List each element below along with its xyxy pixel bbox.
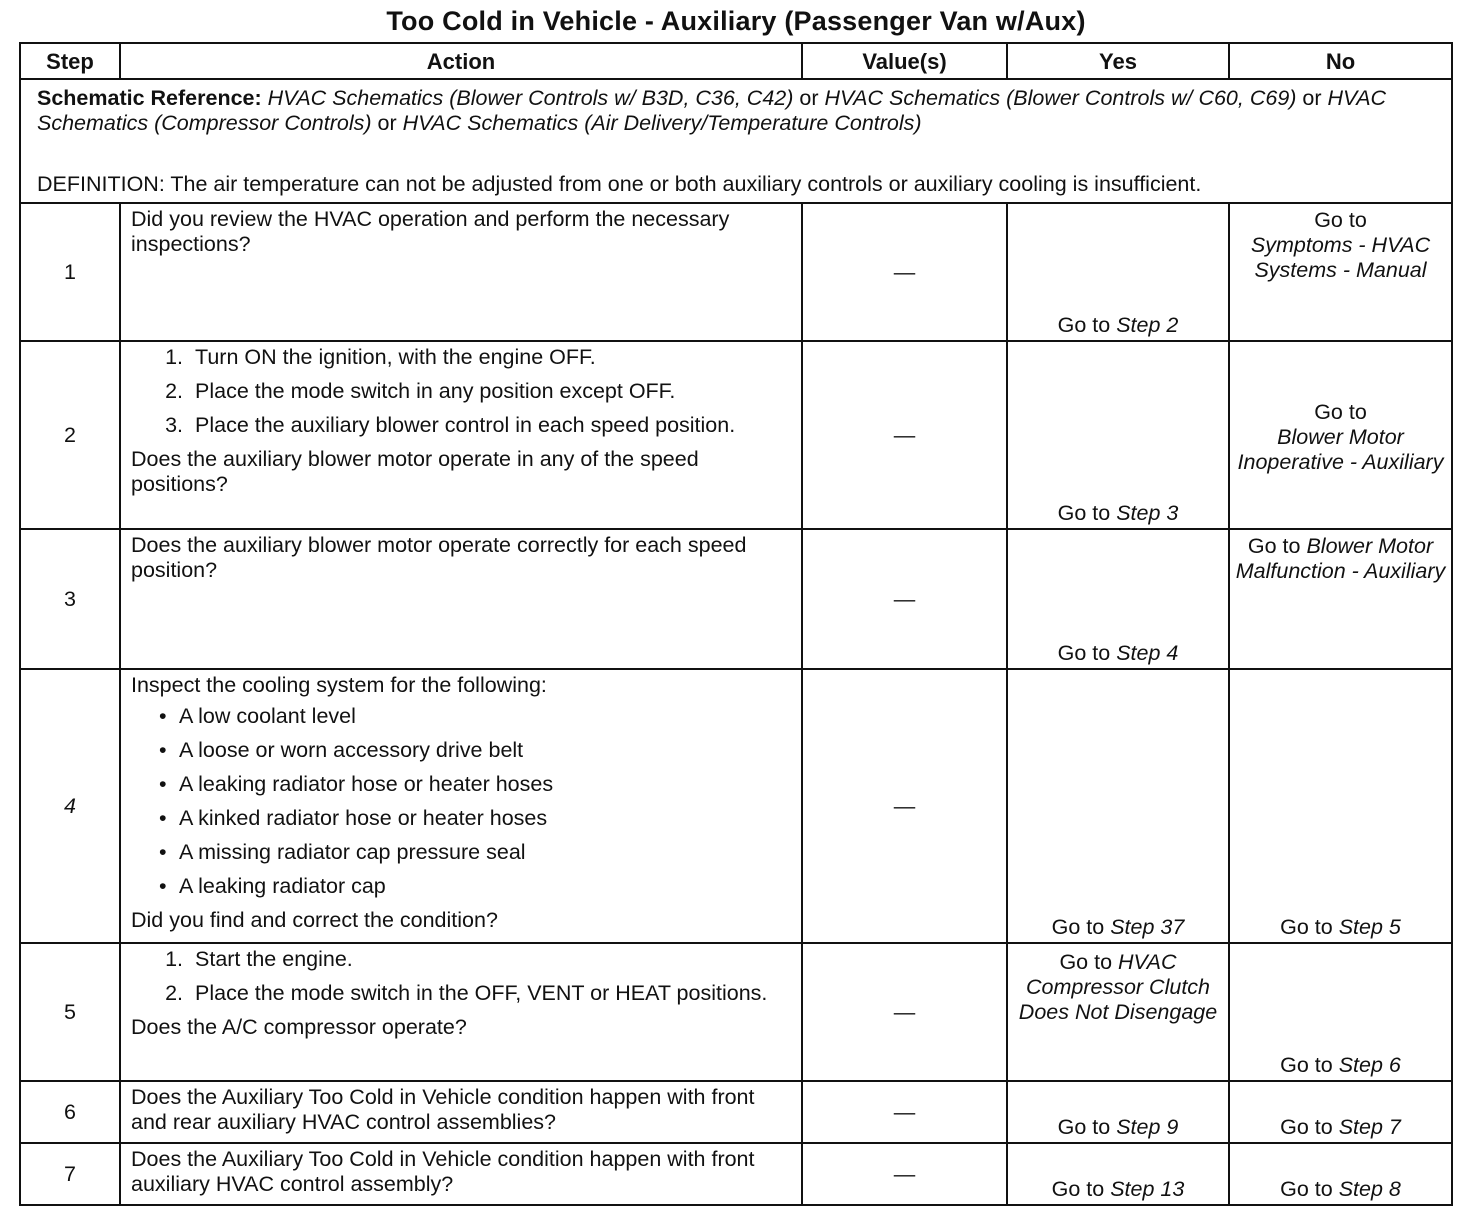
no-prefix: Go to (1280, 915, 1339, 939)
yes-link[interactable]: Step 37 (1110, 915, 1185, 939)
action-cell (120, 203, 802, 341)
step-number (20, 669, 120, 943)
no-cell (1229, 669, 1452, 943)
header-yes: Yes (1007, 43, 1229, 79)
yes-link[interactable]: Step 4 (1116, 641, 1179, 665)
step-list-item: 3. Place the auxiliary blower control in each speed position. (189, 413, 791, 438)
yes-cell (1007, 341, 1229, 529)
yes-link[interactable]: Step 2 (1116, 313, 1179, 337)
header-no: No (1229, 43, 1452, 79)
schematic-ref-3[interactable]: HVAC Schematics (Compressor Controls) (37, 86, 1387, 135)
value-cell: — (802, 203, 1007, 341)
no-prefix: Go to (1314, 399, 1367, 424)
step-row (20, 1143, 1452, 1205)
step-question: Did you find and correct the condition? (131, 908, 498, 932)
step-row (20, 943, 1452, 1081)
schematic-ref-1[interactable]: HVAC Schematics (Blower Controls w/ B3D, C36, C42) (267, 86, 794, 110)
yes-prefix: Go to (1051, 1177, 1111, 1201)
step-list-item: 1. Start the engine. (189, 947, 791, 972)
yes-prefix: Go to (1059, 950, 1118, 974)
schematic-row (20, 79, 1452, 203)
header-action: Action (120, 43, 802, 79)
value-cell: — (802, 529, 1007, 669)
no-prefix: Go to (1247, 534, 1307, 558)
no-prefix: Go to (1280, 1053, 1339, 1077)
header-row (20, 43, 1452, 79)
header-step: Step (20, 43, 120, 79)
or-text: or (371, 111, 403, 135)
yes-prefix: Go to (1057, 1115, 1117, 1139)
bullet-list (131, 704, 791, 899)
value-cell: — (802, 943, 1007, 1081)
no-link[interactable]: Step 7 (1338, 1115, 1401, 1139)
bullet-item: • A loose or worn accessory drive belt (179, 738, 791, 763)
bullet-item: • A low coolant level (179, 704, 791, 729)
or-text: or (793, 86, 825, 110)
step-question: Does the Auxiliary Too Cold in Vehicle condition happen with front and rear auxiliary HVAC control assemblies? (131, 1085, 755, 1134)
action-cell (120, 1143, 802, 1205)
yes-cell (1007, 203, 1229, 341)
yes-link[interactable]: HVAC Compressor Clutch Does Not Disengage (1018, 950, 1218, 1024)
step-number: 6 (20, 1081, 120, 1143)
action-cell (120, 943, 802, 1081)
step-question: Does the A/C compressor operate? (131, 1015, 467, 1039)
schematic-reference (37, 86, 1437, 136)
yes-prefix: Go to (1051, 915, 1111, 939)
no-cell (1229, 341, 1452, 529)
yes-cell (1007, 943, 1229, 1081)
value-cell: — (802, 1143, 1007, 1205)
yes-link[interactable]: Step 13 (1110, 1177, 1185, 1201)
yes-cell (1007, 1143, 1229, 1205)
schematic-label: Schematic Reference: (37, 86, 262, 110)
step-question: Does the auxiliary blower motor operate in any of the speed positions? (131, 447, 699, 496)
step-list-item: 2. Place the mode switch in the OFF, VENT or HEAT positions. (189, 981, 791, 1006)
yes-cell (1007, 529, 1229, 669)
no-cell (1229, 1143, 1452, 1205)
action-cell (120, 529, 802, 669)
step-list (131, 947, 791, 1006)
step-number: 2 (20, 341, 120, 529)
step-row (20, 529, 1452, 669)
yes-link[interactable]: Step 3 (1116, 501, 1179, 525)
no-prefix: Go to (1280, 1177, 1339, 1201)
yes-prefix: Go to (1057, 313, 1117, 337)
bullet-item: • A leaking radiator cap (179, 874, 791, 899)
step-number: 5 (20, 943, 120, 1081)
header-values: Value(s) (802, 43, 1007, 79)
step-question: Did you review the HVAC operation and perform the necessary inspections? (131, 207, 730, 256)
value-cell: — (802, 1081, 1007, 1143)
yes-cell (1007, 669, 1229, 943)
value-cell: — (802, 669, 1007, 943)
schematic-ref-4[interactable]: HVAC Schematics (Air Delivery/Temperature Controls) (402, 111, 922, 135)
schematic-ref-2[interactable]: HVAC Schematics (Blower Controls w/ C60, C69) (824, 86, 1297, 110)
value-cell: — (802, 341, 1007, 529)
no-cell (1229, 943, 1452, 1081)
step-number-text: 4 (64, 793, 76, 818)
schematic-cell (20, 79, 1452, 203)
step-number: 1 (20, 203, 120, 341)
no-cell (1229, 1081, 1452, 1143)
no-link[interactable]: Step 5 (1338, 915, 1401, 939)
no-link[interactable]: Blower Motor Malfunction - Auxiliary (1235, 534, 1446, 583)
yes-cell (1007, 1081, 1229, 1143)
yes-prefix: Go to (1057, 641, 1117, 665)
step-question: Does the Auxiliary Too Cold in Vehicle condition happen with front auxiliary HVAC control assembly? (131, 1147, 755, 1196)
action-cell (120, 669, 802, 943)
no-link[interactable]: Step 8 (1338, 1177, 1401, 1201)
yes-link[interactable]: Step 9 (1116, 1115, 1179, 1139)
step-number: 3 (20, 529, 120, 669)
no-link[interactable]: Blower Motor Inoperative - Auxiliary (1237, 424, 1444, 474)
step-question: Does the auxiliary blower motor operate correctly for each speed position? (131, 533, 747, 582)
page-title: Too Cold in Vehicle - Auxiliary (Passenger Van w/Aux) (386, 6, 1086, 36)
bullet-item: • A missing radiator cap pressure seal (179, 840, 791, 865)
step-row (20, 669, 1452, 943)
step-list (131, 345, 791, 438)
definition-text: DEFINITION: The air temperature can not be adjusted from one or both auxiliary controls or auxiliary cooling is insufficient. (37, 172, 1202, 196)
action-cell (120, 1081, 802, 1143)
step-list-item: 2. Place the mode switch in any position except OFF. (189, 379, 791, 404)
bullet-item: • A kinked radiator hose or heater hoses (179, 806, 791, 831)
yes-prefix: Go to (1057, 501, 1117, 525)
no-link[interactable]: Symptoms - HVAC Systems - Manual (1250, 233, 1431, 282)
no-prefix: Go to (1280, 1115, 1339, 1139)
step-intro: Inspect the cooling system for the following: (131, 673, 547, 697)
no-cell (1229, 529, 1452, 669)
step-number: 7 (20, 1143, 120, 1205)
step-row (20, 203, 1452, 341)
action-cell (120, 341, 802, 529)
step-row (20, 1081, 1452, 1143)
bullet-item: • A leaking radiator hose or heater hoses (179, 772, 791, 797)
no-cell (1229, 203, 1452, 341)
step-row (20, 341, 1452, 529)
diagnostic-table (19, 42, 1453, 1206)
step-list-item: 1. Turn ON the ignition, with the engine OFF. (189, 345, 791, 370)
no-prefix: Go to (1314, 208, 1367, 232)
or-text: or (1296, 86, 1328, 110)
no-link[interactable]: Step 6 (1338, 1053, 1401, 1077)
